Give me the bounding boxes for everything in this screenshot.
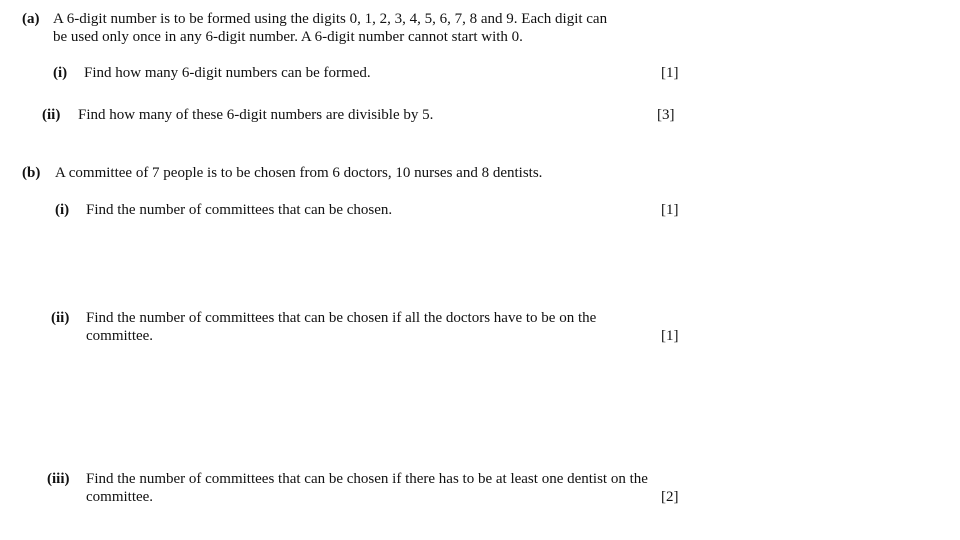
- part-b-i-text: Find the number of committees that can be chosen.: [86, 202, 393, 218]
- part-a-i-label: (i): [53, 65, 68, 81]
- part-b-i-marks: [1]: [661, 202, 679, 218]
- part-b-label: (b): [22, 165, 41, 181]
- part-b-i-label: (i): [55, 202, 70, 218]
- part-a-i-marks: [1]: [661, 65, 679, 81]
- part-a-i-text: Find how many 6-digit numbers can be formed.: [84, 65, 371, 81]
- part-b-stem: A committee of 7 people is to be chosen from 6 doctors, 10 nurses and 8 dentists.: [55, 165, 543, 181]
- part-b-ii-text-line1: Find the number of committees that can be chosen if all the doctors have to be on the: [86, 310, 597, 326]
- part-b-ii-marks: [1]: [661, 328, 679, 344]
- part-b-ii-text-line2: committee.: [86, 328, 154, 344]
- part-b-iii-label: (iii): [47, 471, 70, 487]
- part-a-ii-label: (ii): [42, 107, 61, 123]
- part-a-ii-text: Find how many of these 6-digit numbers are divisible by 5.: [78, 107, 434, 123]
- part-a-label: (a): [22, 11, 40, 27]
- part-b-iii-marks: [2]: [661, 489, 679, 505]
- part-a-stem-line1: A 6-digit number is to be formed using the digits 0, 1, 2, 3, 4, 5, 6, 7, 8 and 9. Each digit can: [53, 11, 608, 27]
- part-b-iii-text-line2: committee.: [86, 489, 154, 505]
- part-b-iii-text-line1: Find the number of committees that can be chosen if there has to be at least one dentist on the: [86, 471, 648, 487]
- part-a-stem-line2: be used only once in any 6-digit number. A 6-digit number cannot start with 0.: [53, 29, 523, 45]
- part-b-ii-label: (ii): [51, 310, 70, 326]
- part-a-ii-marks: [3]: [657, 107, 675, 123]
